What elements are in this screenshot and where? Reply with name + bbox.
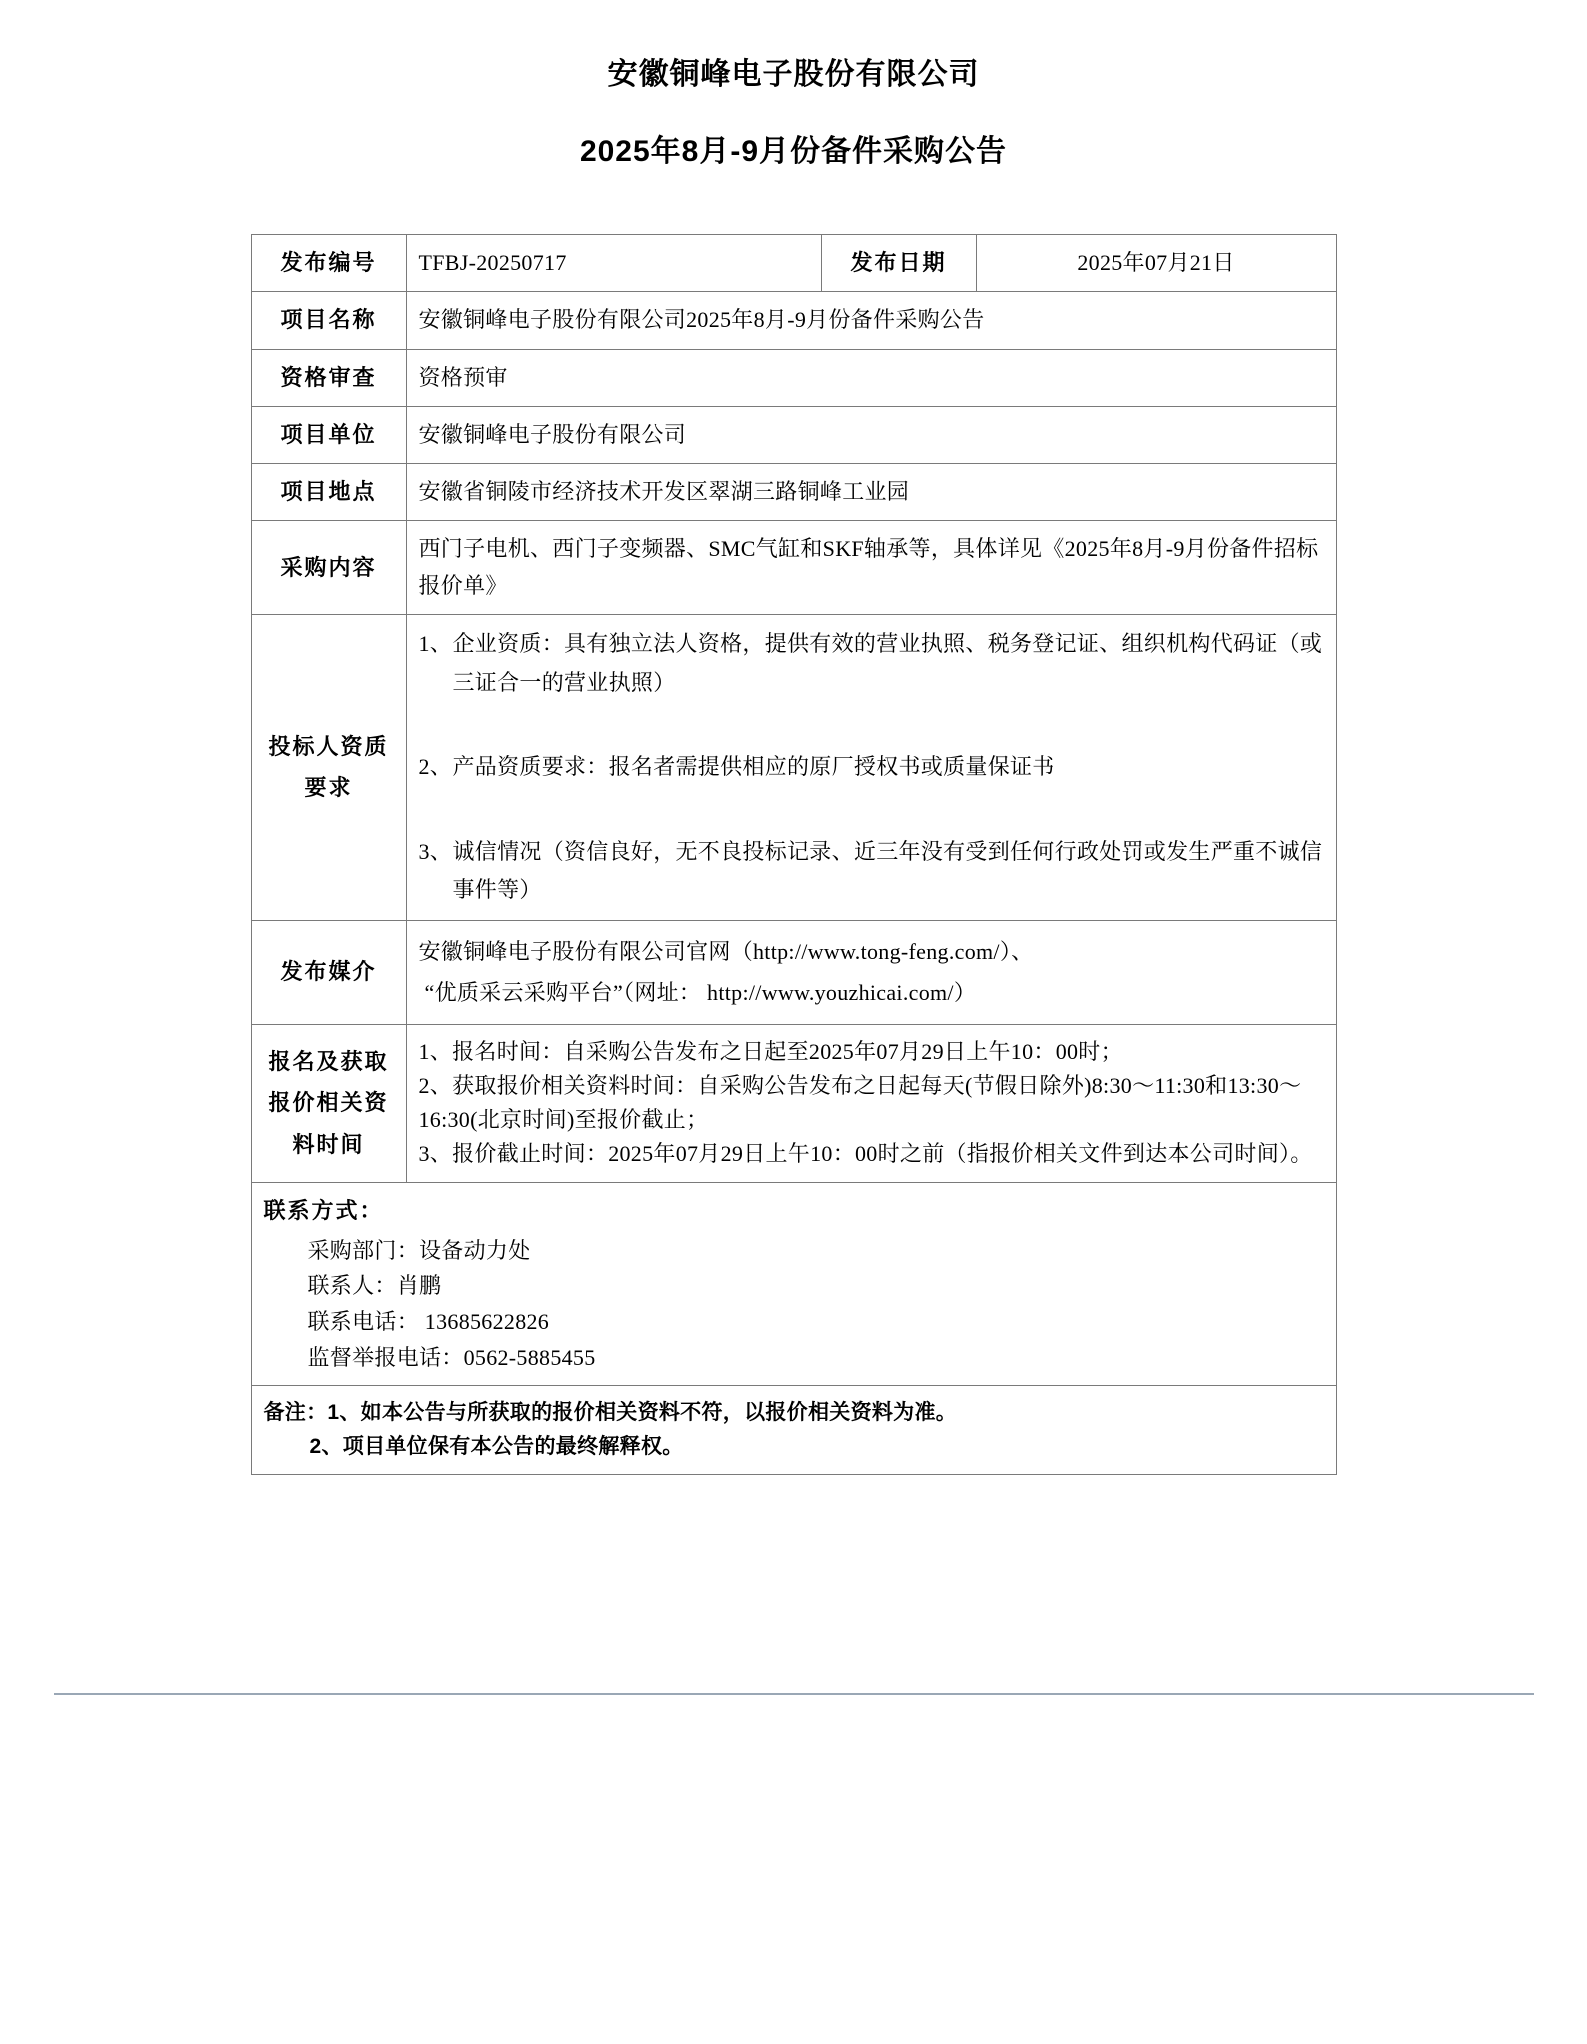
project-name-label: 项目名称: [251, 292, 406, 349]
signup-time-list: [419, 1035, 1324, 1171]
project-name-value: 安徽铜峰电子股份有限公司2025年8月-9月份备件采购公告: [406, 292, 1336, 349]
table-row-remark: [251, 1386, 1336, 1474]
contact-lines: [264, 1233, 1324, 1376]
page-title: 安徽铜峰电子股份有限公司: [607, 58, 980, 91]
list-item: 3、报价截止时间：2025年07月29日上午10：00时之前（指报价相关文件到达本公司时间）。: [418, 1141, 1313, 1167]
qualification-review-value: 资格预审: [406, 349, 1336, 406]
remark-line-2: 2、项目单位保有本公告的最终解释权。: [309, 1434, 684, 1458]
list-item-text: 诚信情况（资信良好，无不良投标记录、近三年没有受到任何行政处罚或发生严重不诚信事件等）: [452, 838, 1323, 903]
contact-phone: 联系电话： 13685622826: [307, 1309, 550, 1335]
table-row-project-unit: [251, 406, 1336, 463]
list-item: [419, 748, 1324, 787]
list-item: [419, 625, 1324, 702]
list-item-number: 3、: [418, 838, 453, 864]
purchase-content-value: 西门子电机、西门子变频器、SMC气缸和SKF轴承等，具体详见《2025年8月-9月份备件招标报价单》: [406, 521, 1336, 615]
table-row-doc-no: [251, 235, 1336, 292]
document-title-block: [0, 52, 1587, 174]
table-row-qualification-review: [251, 349, 1336, 406]
list-item: [419, 833, 1324, 910]
project-unit-label: 项目单位: [251, 406, 406, 463]
project-unit-value: 安徽铜峰电子股份有限公司: [406, 406, 1336, 463]
list-item-number: 2、: [418, 754, 453, 780]
footer-divider: [54, 1693, 1534, 1695]
table-row-bidder-qualification: [251, 615, 1336, 921]
table-row-contact: [251, 1182, 1336, 1386]
list-item-text: 企业资质：具有独立法人资格，提供有效的营业执照、税务登记证、组织机构代码证（或三证合一的营业执照）: [452, 631, 1323, 695]
supervision-phone: 监督举报电话：0562-5885455: [307, 1344, 596, 1370]
media-value: [406, 920, 1336, 1025]
list-item: 1、报名时间：自采购公告发布之日起至2025年07月29日上午10：00时；: [418, 1039, 1123, 1065]
publish-date-value: 2025年07月21日: [976, 235, 1336, 292]
doc-no-label: 发布编号: [251, 235, 406, 292]
bidder-qualification-value: [406, 615, 1336, 921]
media-label: 发布媒介: [251, 920, 406, 1025]
table-row-purchase-content: [251, 521, 1336, 615]
contact-department: 采购部门：设备动力处: [307, 1237, 531, 1263]
purchase-content-label: 采购内容: [251, 521, 406, 615]
table-row-project-site: [251, 464, 1336, 521]
doc-no-value: TFBJ-20250717: [406, 235, 821, 292]
bidder-qualification-list: [419, 625, 1324, 910]
signup-time-value: [406, 1025, 1336, 1182]
list-item: 2、获取报价相关资料时间：自采购公告发布之日起每天(节假日除外)8:30～11:30和13:30～16:30(北京时间)至报价截止；: [418, 1073, 1302, 1133]
project-site-value: 安徽省铜陵市经济技术开发区翠湖三路铜峰工业园: [406, 464, 1336, 521]
remark-block: [251, 1386, 1336, 1474]
list-item-number: 1、: [418, 631, 453, 657]
table-row-project-name: [251, 292, 1336, 349]
contact-block: [251, 1182, 1336, 1386]
page-subtitle: 2025年8月-9月份备件采购公告: [579, 135, 1008, 168]
signup-time-label: 报名及获取报价相关资料时间: [251, 1025, 406, 1182]
project-site-label: 项目地点: [251, 464, 406, 521]
contact-title: 联系方式：: [263, 1197, 384, 1223]
list-item-text: 产品资质要求：报名者需提供相应的原厂授权书或质量保证书: [452, 754, 1055, 780]
media-line-1: 安徽铜峰电子股份有限公司官网（http://www.tong-feng.com/）、: [418, 938, 1034, 964]
table-row-signup-time: [251, 1025, 1336, 1182]
table-row-media: [251, 920, 1336, 1025]
announcement-table: [251, 234, 1337, 1475]
publish-date-label: 发布日期: [821, 235, 976, 292]
qualification-review-label: 资格审查: [251, 349, 406, 406]
bidder-qualification-label: 投标人资质要求: [251, 615, 406, 921]
contact-person: 联系人：肖鹏: [307, 1273, 442, 1299]
remark-line-1: 备注：1、如本公告与所获取的报价相关资料不符，以报价相关资料为准。: [263, 1401, 958, 1425]
media-line-2: “优质采云采购平台”（网址： http://www.youzhicai.com/）: [424, 980, 977, 1006]
